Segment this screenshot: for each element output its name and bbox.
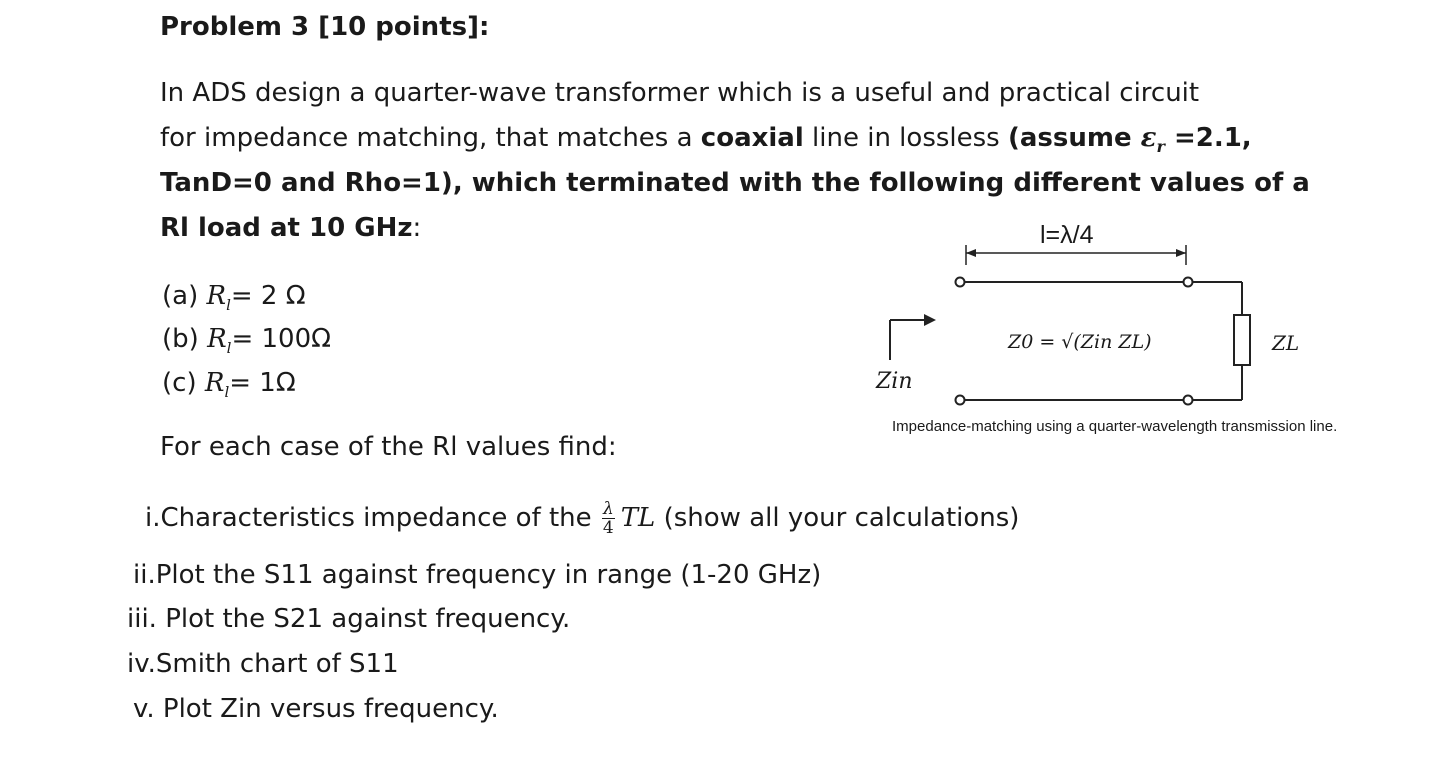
- z0-label: Z0 = √(Zin ZL): [1008, 331, 1152, 353]
- task-ii: ii.Plot the S11 against frequency in range (1-20 GHz): [133, 560, 822, 590]
- terminal-bottom-left: [956, 396, 965, 405]
- case-c: (c) $R_l= 1\Omega$: [162, 368, 296, 402]
- zin-label: Zin: [876, 369, 913, 394]
- task-iii: iii. Plot the S21 against frequency.: [127, 604, 571, 634]
- terminal-top-left: [956, 278, 965, 287]
- case-a: (a) $R_l= 2$ Ω: [162, 281, 306, 315]
- for-each-line: For each case of the Rl values find:: [160, 432, 617, 462]
- diagram-caption: Impedance-matching using a quarter-wavelength transmission line.: [892, 418, 1338, 435]
- zl-label: ZL: [1272, 331, 1300, 355]
- intro-line-2: for impedance matching, that matches a coaxial line in lossless (assume $\varepsilon_r =2.1$,: [160, 123, 1252, 157]
- intro-line-3: TanD=0 and Rho=1), which terminated with the following different values of a: [160, 168, 1310, 198]
- task-v: v. Plot Zin versus frequency.: [133, 694, 499, 724]
- problem-title: Problem 3 [10 points]:: [160, 12, 490, 42]
- intro-line-1: In ADS design a quarter-wave transformer which is a useful and practical circuit: [160, 78, 1200, 108]
- terminal-bottom-right: [1184, 396, 1193, 405]
- length-label: l=λ/4: [1040, 221, 1094, 249]
- length-arrow-right: [1176, 249, 1186, 257]
- intro-line-4: Rl load at 10 GHz:: [160, 213, 422, 243]
- task-i: i.Characteristics impedance of the $\frac{\lambda}{4}$ TL (show all your calculations): [145, 499, 1020, 538]
- circuit-svg: [860, 215, 1420, 445]
- zin-arrow-head: [924, 314, 936, 326]
- terminal-top-right: [1184, 278, 1193, 287]
- length-arrow-left: [966, 249, 976, 257]
- load-resistor: [1234, 315, 1250, 365]
- lambda-over-four-fraction: $\frac{\lambda}{4}$: [602, 499, 614, 538]
- case-b: (b) $R_l= 100\Omega$: [162, 324, 331, 358]
- task-iv: iv.Smith chart of S11: [127, 649, 399, 679]
- quarter-wave-diagram: [860, 215, 1420, 445]
- epsilon-r-symbol: $\varepsilon_r$: [1140, 123, 1165, 157]
